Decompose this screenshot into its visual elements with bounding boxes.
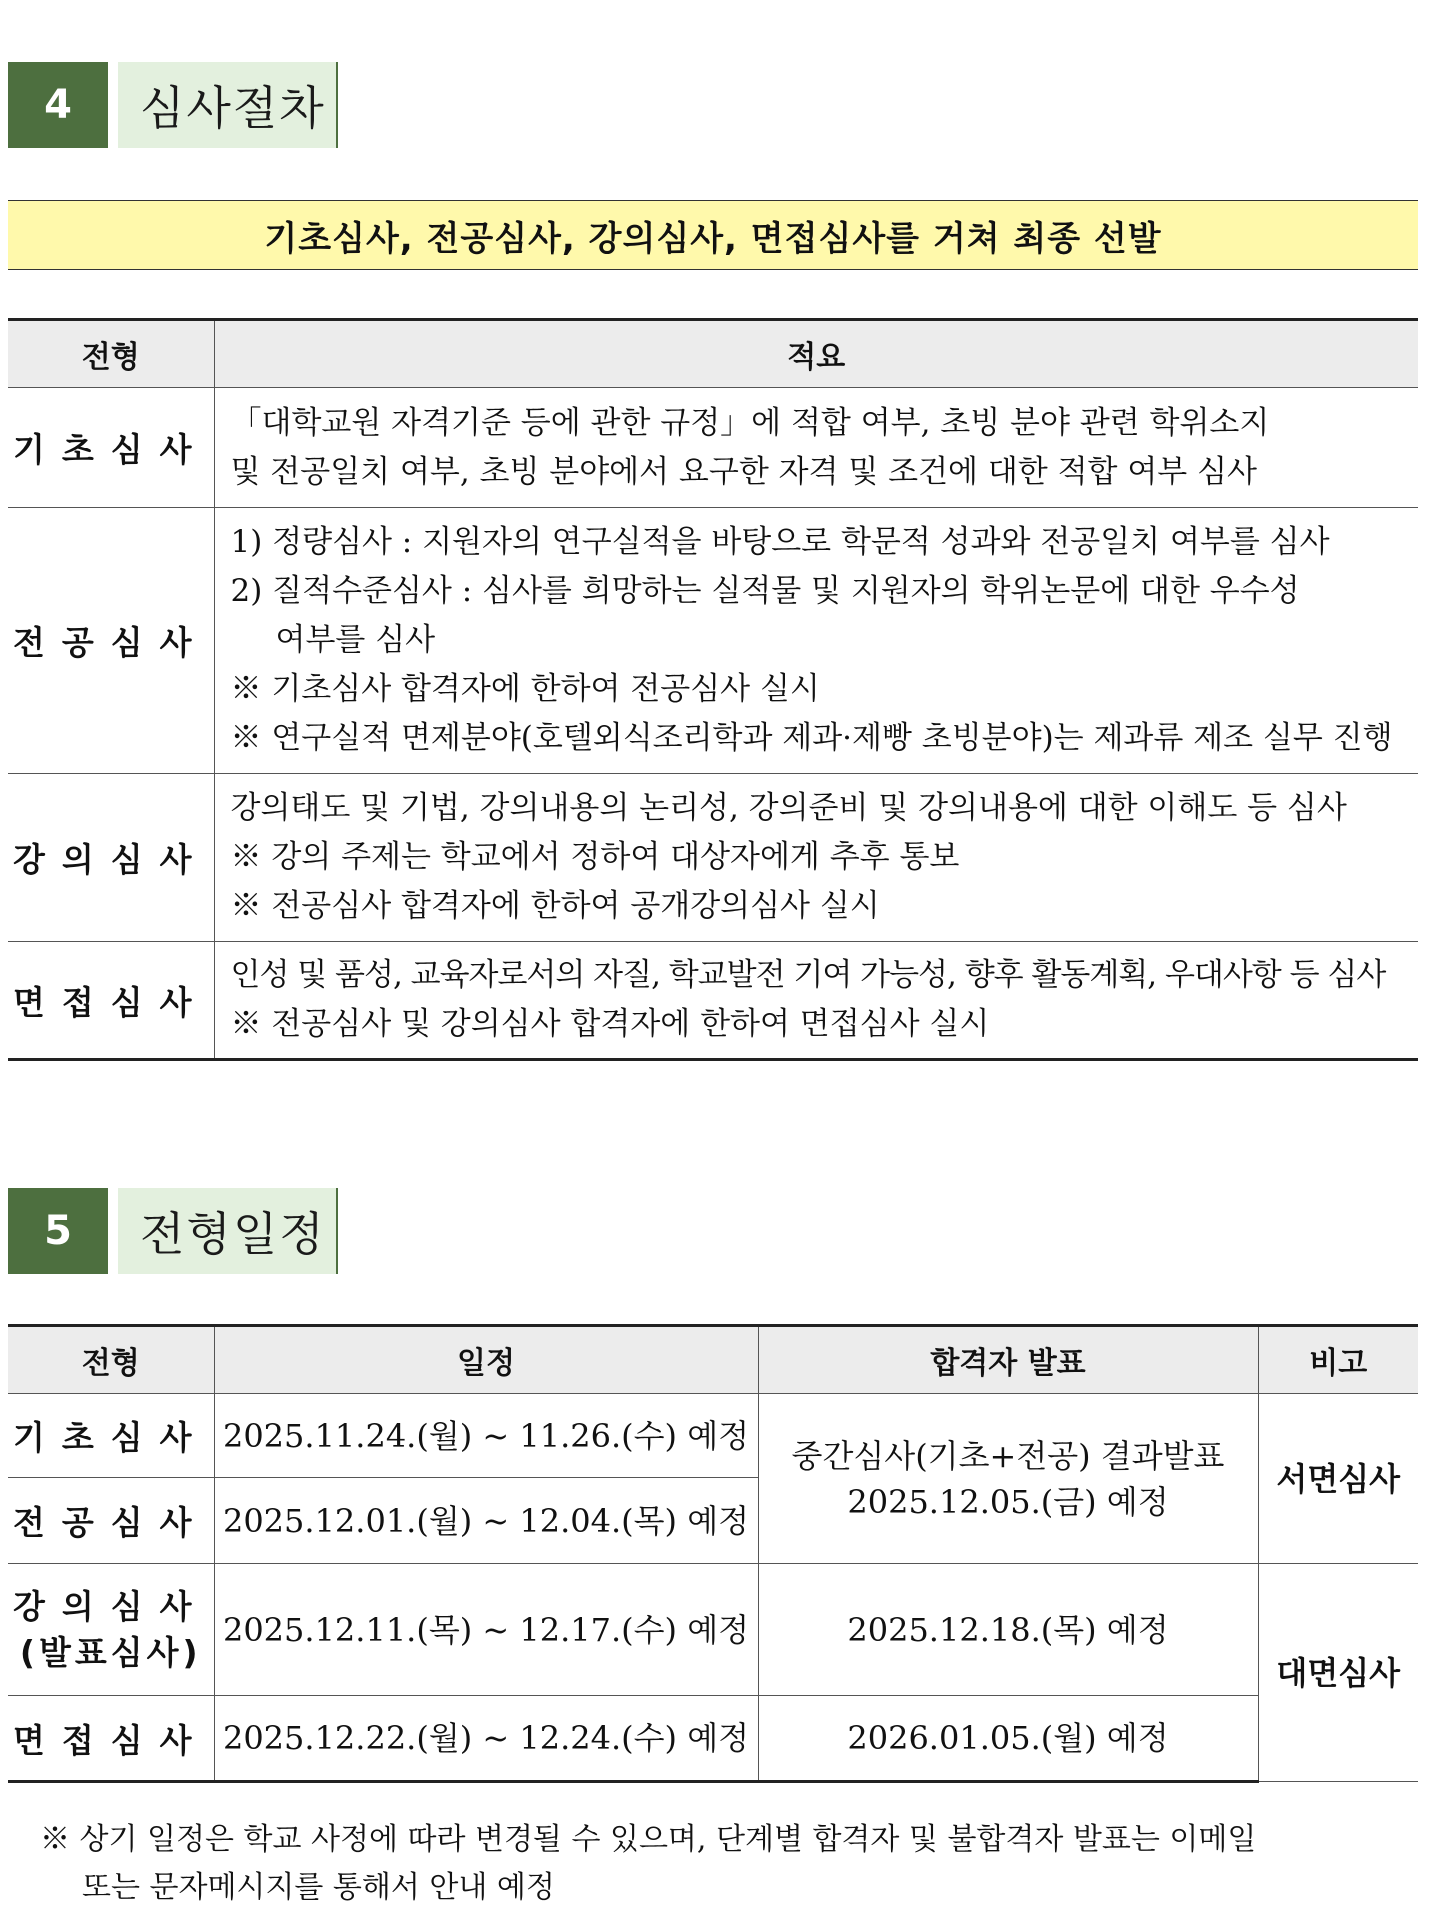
row-desc-lecture: [214, 774, 1418, 942]
table-row: [8, 508, 1418, 774]
row-desc-major: [214, 508, 1418, 774]
row-label-interview: 면접심사: [8, 942, 214, 1060]
section-5-header: [8, 1188, 338, 1274]
desc-line: ※ 전공심사 합격자에 한하여 공개강의심사 실시: [230, 888, 880, 924]
header-schedule: 일정: [214, 1326, 758, 1394]
desc-line: 강의태도 및 기법, 강의내용의 논리성, 강의준비 및 강의내용에 대한 이해도 등 심사: [230, 790, 1347, 826]
table-row: [8, 1564, 1418, 1696]
desc-line: 「대학교원 자격기준 등에 관한 규정」에 적합 여부, 초빙 분야 관련 학위소지: [230, 404, 1270, 441]
announce-line: 중간심사(기초+전공) 결과발표: [791, 1436, 1225, 1475]
schedule-table: [8, 1324, 1418, 1783]
desc-line: ※ 연구실적 면제분야(호텔외식조리학과 제과·제빵 초빙분야)는 제과류 제조 실무 진행: [230, 720, 1393, 756]
row-label-lecture-main: 강의심사: [12, 1586, 209, 1626]
footnote-line: ※ 상기 일정은 학교 사정에 따라 변경될 수 있으며, 단계별 합격자 및 불합격자 발표는 이메일: [40, 1822, 1257, 1857]
header-remarks: 비고: [1258, 1326, 1418, 1394]
review-procedure-table: [8, 318, 1418, 1061]
announce-interview: 2026.01.05.(월) 예정: [758, 1696, 1258, 1782]
desc-line: 2) 질적수준심사 : 심사를 희망하는 실적물 및 지원자의 학위논문에 대한 우수성: [230, 573, 1300, 609]
desc-line: ※ 전공심사 및 강의심사 합격자에 한하여 면접심사 실시: [230, 1006, 990, 1042]
row-label-lecture: 강의심사: [8, 774, 214, 942]
schedule-interview: 2025.12.22.(월) ~ 12.24.(수) 예정: [214, 1696, 758, 1782]
row-label-basic: 기초심사: [8, 1394, 214, 1478]
row-label-basic: 기초심사: [8, 388, 214, 508]
section-4-title: 심사절차: [118, 62, 338, 148]
table-row: [8, 1696, 1418, 1782]
section-4-header: [8, 62, 338, 148]
table-row: [8, 1394, 1418, 1478]
remark-interview: 대면심사: [1258, 1564, 1418, 1782]
row-label-lecture: [8, 1564, 214, 1696]
announce-line: 2025.12.05.(금) 예정: [847, 1482, 1169, 1521]
row-label-lecture-sub: (발표심사): [19, 1632, 202, 1672]
schedule-lecture: 2025.12.11.(목) ~ 12.17.(수) 예정: [214, 1564, 758, 1696]
header-type: 전형: [8, 1326, 214, 1394]
section-4-number: 4: [8, 62, 108, 148]
footnote-line: 또는 문자메시지를 통해서 안내 예정: [82, 1870, 555, 1905]
row-desc-basic: [214, 388, 1418, 508]
row-label-major: 전공심사: [8, 1478, 214, 1564]
section-5-number: 5: [8, 1188, 108, 1274]
schedule-major: 2025.12.01.(월) ~ 12.04.(목) 예정: [214, 1478, 758, 1564]
row-desc-interview: [214, 942, 1418, 1060]
desc-line: ※ 강의 주제는 학교에서 정하여 대상자에게 추후 통보: [230, 839, 960, 875]
table-row: [8, 388, 1418, 508]
table-header-row: [8, 1326, 1418, 1394]
schedule-footnote: [40, 1816, 1420, 1912]
desc-line: 여부를 심사: [275, 622, 436, 658]
table-row: [8, 774, 1418, 942]
desc-line: ※ 기초심사 합격자에 한하여 전공심사 실시: [230, 671, 820, 707]
row-label-interview: 면접심사: [8, 1696, 214, 1782]
announce-midterm: [758, 1394, 1258, 1564]
announce-lecture: 2025.12.18.(목) 예정: [758, 1564, 1258, 1696]
row-label-major: 전공심사: [8, 508, 214, 774]
schedule-basic: 2025.11.24.(월) ~ 11.26.(수) 예정: [214, 1394, 758, 1478]
section-5-title: 전형일정: [118, 1188, 338, 1274]
desc-line: 및 전공일치 여부, 초빙 분야에서 요구한 자격 및 조건에 대한 적합 여부 심사: [230, 453, 1257, 490]
remark-written: 서면심사: [1258, 1394, 1418, 1564]
header-announcement: 합격자 발표: [758, 1326, 1258, 1394]
table-header-row: [8, 320, 1418, 388]
desc-line: 1) 정량심사 : 지원자의 연구실적을 바탕으로 학문적 성과와 전공일치 여부를 심사: [230, 524, 1330, 560]
header-summary: 적요: [214, 320, 1418, 388]
header-type: 전형: [8, 320, 214, 388]
table-row: [8, 942, 1418, 1060]
selection-summary-banner: 기초심사, 전공심사, 강의심사, 면접심사를 거쳐 최종 선발: [8, 200, 1418, 270]
desc-line: 인성 및 품성, 교육자로서의 자질, 학교발전 기여 가능성, 향후 활동계획, 우대사항 등 심사: [230, 957, 1386, 993]
